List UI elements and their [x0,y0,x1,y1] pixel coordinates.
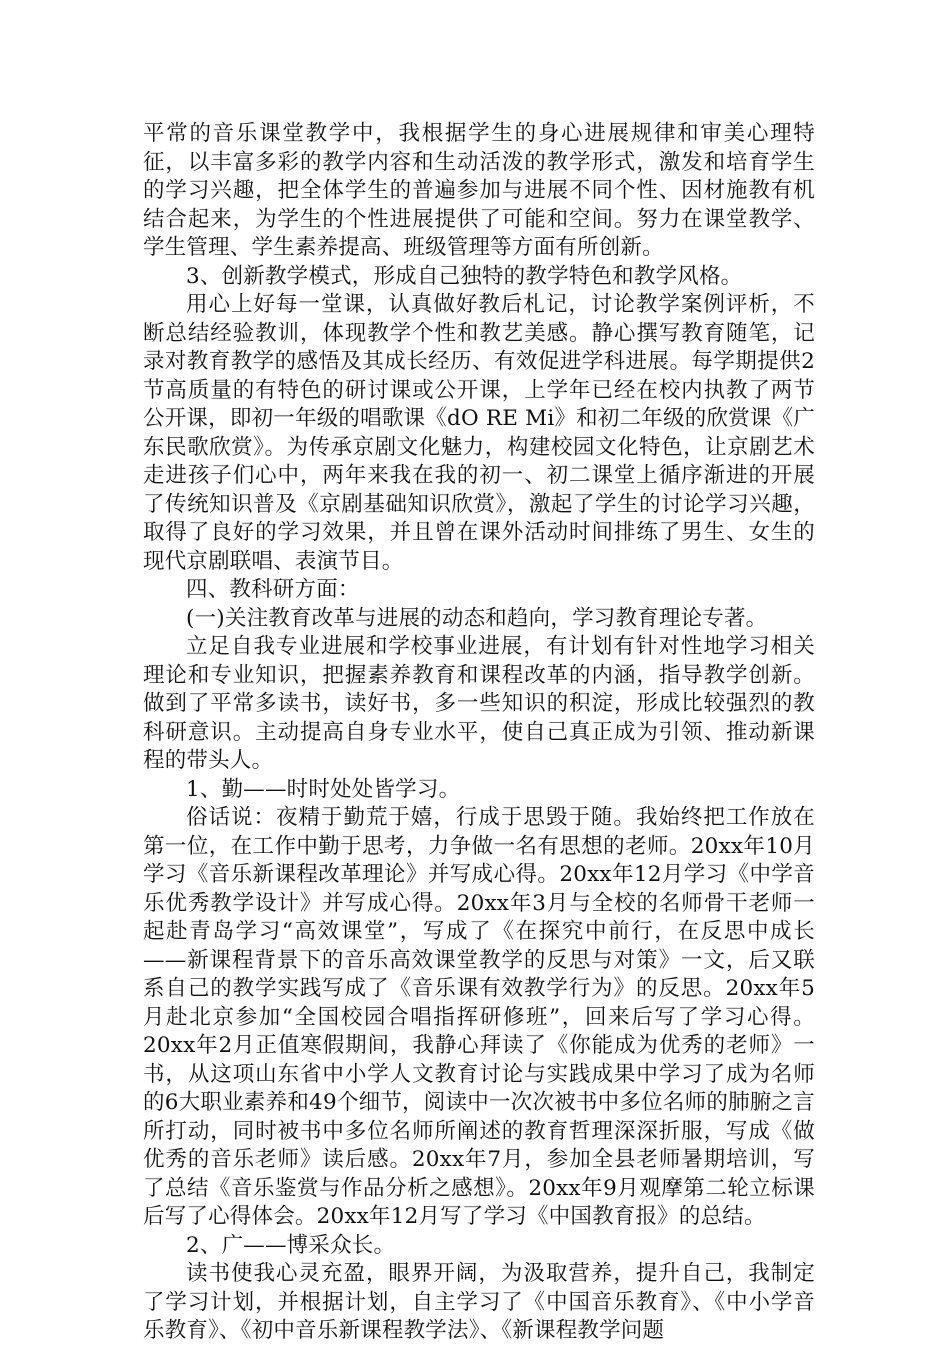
paragraph-teaching-style: 用心上好每一堂课，认真做好教后札记，讨论教学案例评析，不断总结经验教训，体现教学个性和教艺美感。静心撰写教育随笔，记录对教育教学的感悟及其成长经历、有效促进学科进展。每学期提供2节高质量的有特色的研讨课或公开课，上学年已经在校内执教了两节公开课，即初一年级的唱歌课《dO RE Mi》和初二年级的欣赏课《广东民歌欣赏》。为传承京剧文化魅力，构建校园文化特色，让京剧艺术走进孩子们心中，两年来我在我的初一、初二课堂上循序渐进的开展了传统知识普及《京剧基础知识欣赏》，激起了学生的讨论学习兴趣，取得了良好的学习效果，并且曾在课外活动时间排练了男生、女生的现代京剧联唱、表演节目。 [143,292,815,574]
paragraph-professional-growth: 立足自我专业进展和学校事业进展，有计划有针对性地学习相关理论和专业知识，把握素养教育和课程改革的内涵，指导教学创新。做到了平常多读书，读好书，多一些知识的积淀，形成比较强烈的教科研意识。主动提高自身专业水平，使自己真正成为引领、推动新课程的带头人。 [143,634,815,773]
paragraph-learning-records: 俗话说：夜精于勤荒于嬉，行成于思毁于随。我始终把工作放在第一位，在工作中勤于思考，力争做一名有思想的老师。20xx年10月学习《音乐新课程改革理论》并写成心得。20xx年12月学习《中学音乐优秀教学设计》并写成心得。20xx年3月与全校的名师骨干老师一起赴青岛学习“高效课堂”，写成了《在探究中前行，在反思中成长——新课程背景下的音乐高效课堂教学的反思与对策》一文，后又联系自己的教学实践写成了《音乐课有效教学行为》的反思。20xx年5月赴北京参加“全国校园合唱指挥研修班”，回来后写了学习心得。20xx年2月正值寒假期间，我静心拜读了《你能成为优秀的老师》一书，从这项山东省中小学人文教育讨论与实践成果中学习了成为名师的6大职业素养和49个细节，阅读中一次次被书中多位名师的肺腑之言所打动，同时被书中多位名师所阐述的教育哲理深深折服，写成《做优秀的音乐老师》读后感。20xx年7月，参加全县老师暑期培训，写了总结《音乐鉴赏与作品分析之感想》。20xx年9月观摩第二轮立标课后写了心得体会。20xx年12月写了学习《中国教育报》的总结。 [143,805,815,1229]
paragraph-reading-plan: 读书使我心灵充盈，眼界开阔，为汲取营养，提升自己，我制定了学习计划，并根据计划，自主学习了《中国音乐教育》、《中小学音乐教育》、《初中音乐新课程教学法》、《新课程教学问题 [143,1261,815,1343]
document-page [143,120,815,1346]
heading-research-section: 四、教科研方面： [186,577,360,602]
heading-education-reform: (一)关注教育改革与进展的动态和趋向，学习教育理论专著。 [186,605,768,631]
heading-diligence: 1、勤——时时处处皆学习。 [186,776,461,802]
heading-innovative-teaching-mode: 3、创新教学模式，形成自己独特的教学特色和教学风格。 [186,263,743,289]
paragraph-classroom-teaching: 平常的音乐课堂教学中，我根据学生的身心进展规律和审美心理特征，以丰富多彩的教学内容和生动活泼的教学形式，激发和培育学生的学习兴趣，把全体学生的普遍参加与进展不同个性、因材施教有机结合起来，为学生的个性进展提供了可能和空间。努力在课堂教学、学生管理、学生素养提高、班级管理等方面有所创新。 [143,121,815,260]
heading-broad-learning: 2、广——博采众长。 [186,1232,396,1258]
